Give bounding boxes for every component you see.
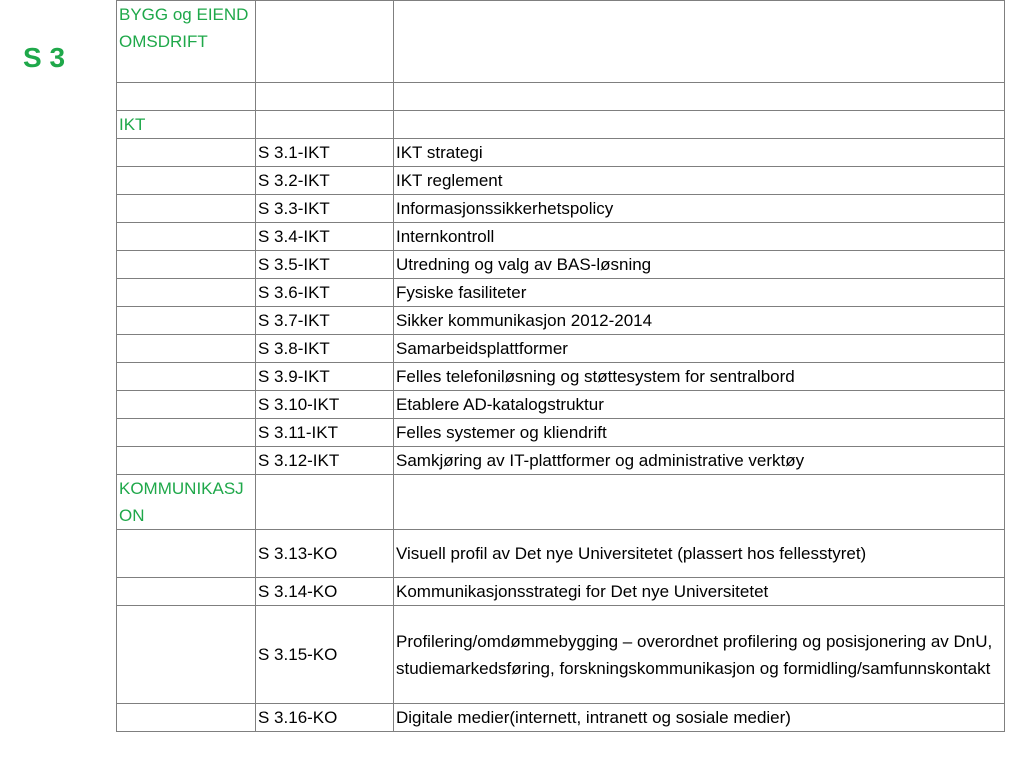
table-row bbox=[117, 704, 1005, 732]
empty-cell bbox=[394, 83, 1005, 111]
table-row bbox=[117, 578, 1005, 606]
empty-cell bbox=[117, 419, 256, 447]
item-code: S 3.5-IKT bbox=[256, 251, 394, 279]
section-row-kommunikasjon bbox=[117, 475, 1005, 530]
item-description: Internkontroll bbox=[394, 223, 1005, 251]
section-label-kommunikasjon: KOMMUNIKASJON bbox=[117, 475, 256, 530]
item-code: S 3.8-IKT bbox=[256, 335, 394, 363]
item-description: Felles telefoniløsning og støttesystem for sentralbord bbox=[394, 363, 1005, 391]
table-row bbox=[117, 307, 1005, 335]
table-row bbox=[117, 419, 1005, 447]
item-code: S 3.14-KO bbox=[256, 578, 394, 606]
empty-cell bbox=[117, 391, 256, 419]
table-row bbox=[117, 530, 1005, 578]
empty-cell bbox=[117, 167, 256, 195]
empty-cell bbox=[117, 279, 256, 307]
table-row bbox=[117, 195, 1005, 223]
table-row bbox=[117, 606, 1005, 704]
empty-cell bbox=[117, 704, 256, 732]
empty-cell bbox=[394, 111, 1005, 139]
item-description: Samarbeidsplattformer bbox=[394, 335, 1005, 363]
table-row bbox=[117, 335, 1005, 363]
item-description: Fysiske fasiliteter bbox=[394, 279, 1005, 307]
plan-table bbox=[116, 0, 1005, 732]
item-code: S 3.16-KO bbox=[256, 704, 394, 732]
section-label-ikt: IKT bbox=[117, 111, 256, 139]
item-description: Digitale medier(internett, intranett og sosiale medier) bbox=[394, 704, 1005, 732]
empty-cell bbox=[256, 83, 394, 111]
empty-cell bbox=[394, 1, 1005, 83]
empty-cell bbox=[117, 307, 256, 335]
table-row bbox=[117, 363, 1005, 391]
empty-cell bbox=[256, 111, 394, 139]
table-row bbox=[117, 139, 1005, 167]
item-description: Etablere AD-katalogstruktur bbox=[394, 391, 1005, 419]
empty-cell bbox=[117, 578, 256, 606]
empty-cell bbox=[117, 530, 256, 578]
section-row-bygg bbox=[117, 1, 1005, 83]
empty-cell bbox=[117, 363, 256, 391]
empty-cell bbox=[394, 475, 1005, 530]
section-label-bygg: BYGG og EIENDOMSDRIFT bbox=[117, 1, 256, 83]
empty-cell bbox=[117, 606, 256, 704]
item-description: Informasjonssikkerhetspolicy bbox=[394, 195, 1005, 223]
table-row bbox=[117, 251, 1005, 279]
item-code: S 3.6-IKT bbox=[256, 279, 394, 307]
item-code: S 3.9-IKT bbox=[256, 363, 394, 391]
table-row bbox=[117, 223, 1005, 251]
item-description: Kommunikasjonsstrategi for Det nye Universitetet bbox=[394, 578, 1005, 606]
item-description: Samkjøring av IT-plattformer og administrative verktøy bbox=[394, 447, 1005, 475]
item-code: S 3.13-KO bbox=[256, 530, 394, 578]
item-code: S 3.3-IKT bbox=[256, 195, 394, 223]
plan-table-body bbox=[117, 1, 1005, 732]
table-row bbox=[117, 279, 1005, 307]
empty-cell bbox=[117, 251, 256, 279]
item-code: S 3.11-IKT bbox=[256, 419, 394, 447]
section-row-ikt bbox=[117, 111, 1005, 139]
slide-label: S 3 bbox=[23, 42, 66, 73]
empty-cell bbox=[256, 1, 394, 83]
table-row bbox=[117, 167, 1005, 195]
item-code: S 3.2-IKT bbox=[256, 167, 394, 195]
item-code: S 3.12-IKT bbox=[256, 447, 394, 475]
empty-cell bbox=[256, 475, 394, 530]
empty-cell bbox=[117, 195, 256, 223]
spacer-row bbox=[117, 83, 1005, 111]
item-code: S 3.4-IKT bbox=[256, 223, 394, 251]
item-description: IKT reglement bbox=[394, 167, 1005, 195]
item-description: IKT strategi bbox=[394, 139, 1005, 167]
empty-cell bbox=[117, 223, 256, 251]
item-description: Felles systemer og kliendrift bbox=[394, 419, 1005, 447]
item-code: S 3.10-IKT bbox=[256, 391, 394, 419]
item-description: Utredning og valg av BAS-løsning bbox=[394, 251, 1005, 279]
item-description: Sikker kommunikasjon 2012-2014 bbox=[394, 307, 1005, 335]
item-code: S 3.1-IKT bbox=[256, 139, 394, 167]
item-code: S 3.15-KO bbox=[256, 606, 394, 704]
item-code: S 3.7-IKT bbox=[256, 307, 394, 335]
empty-cell bbox=[117, 335, 256, 363]
empty-cell bbox=[117, 83, 256, 111]
empty-cell bbox=[117, 139, 256, 167]
empty-cell bbox=[117, 447, 256, 475]
table-row bbox=[117, 447, 1005, 475]
table-row bbox=[117, 391, 1005, 419]
item-description: Visuell profil av Det nye Universitetet (plassert hos fellesstyret) bbox=[394, 530, 1005, 578]
item-description: Profilering/omdømmebygging – overordnet profilering og posisjonering av DnU, studiemarkedsføring, forskningskommunikasjon og formidling/samfunnskontakt bbox=[394, 606, 1005, 704]
